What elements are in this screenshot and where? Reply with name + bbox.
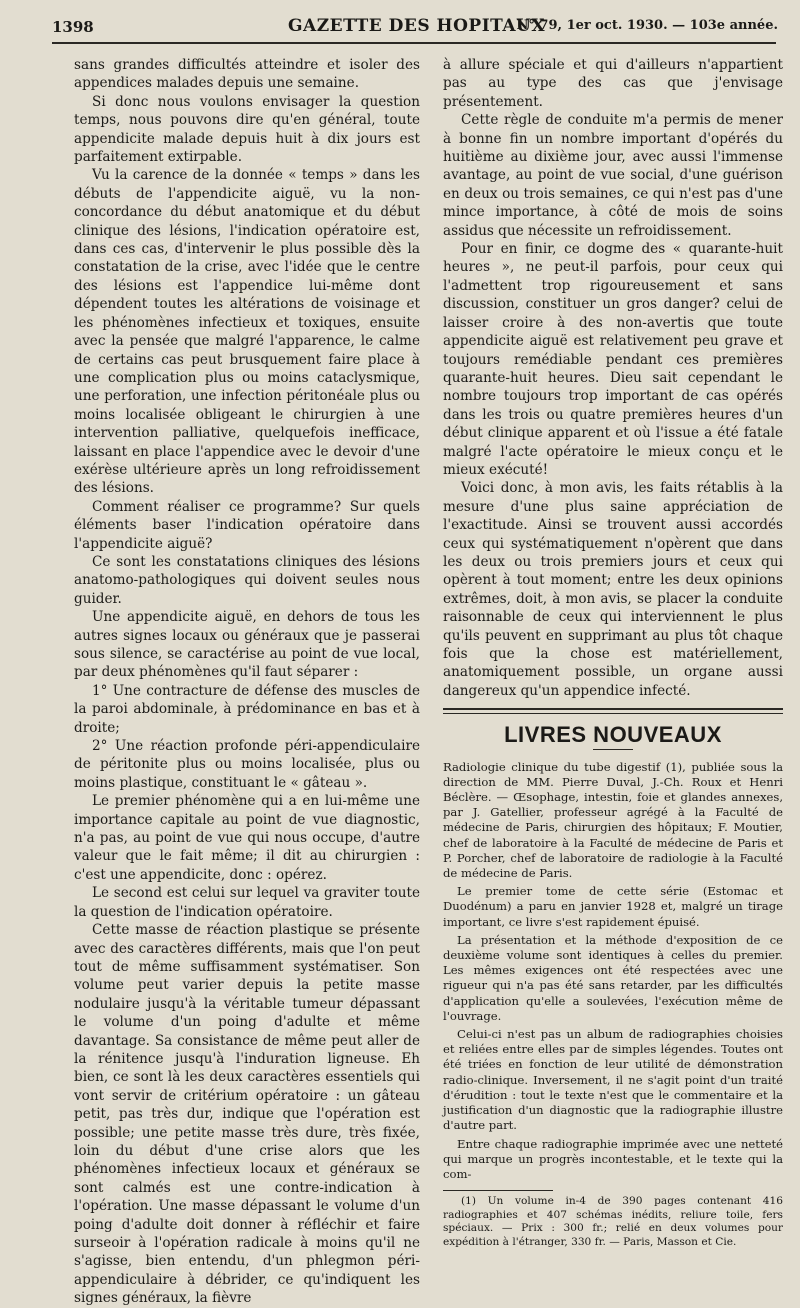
paragraph: Le premier phénomène qui a en lui-même une importance capitale au point de vue diagnostic, n'a pas, au point de vue qui nous occupe, d'autre valeur que le fait même; il dit au chirurgien : c'est une appendicite, donc : opérez. [74, 793, 420, 883]
paragraph: Cette masse de réaction plastique se présente avec des caractères différents, mais que l'on peut tout de même suffisamment systématiser. Son volume peut varier depuis la petite masse nodulaire jusqu'à la véritable tumeur dépassant le volume d'un poing d'adulte et même davantage. Sa consistance de même peut aller de la rénitence jusqu'à l'induration ligneuse. Eh bien, ce sont là les deux caractères essentiels qui vont servir de critérium opératoire : un gâteau petit, pas très dur, indique que l'opération est possible; une petite masse très dure, très fixée, loin du début d'une crise alors que les phénomènes infectieux locaux et généraux se sont calmés est une contre-indication à l'opération. Une masse dépassant le volume d'un poing d'adulte doit donner à réfléchir et faire surseoir à l'opération radicale à moins qu'il ne s'agisse, bien entendu, d'un phlegmon péri-appendiculaire à débrider, ce qu'indiquent les signes généraux, la fièvre [74, 922, 420, 1307]
footnote: (1) Un volume in-4 de 390 pages contenant 416 radiographies et 407 schémas inédits, reliure toile, fers spéciaux. — Prix : 300 fr.; relié en deux volumes pour expédition à l'étranger, 330 fr. — Paris, Masson et Cie. [443, 1195, 783, 1248]
paragraph: Une appendicite aiguë, en dehors de tous les autres signes locaux ou généraux que je passerai sous silence, se caractérise au point de vue local, par deux phénomènes qu'il faut séparer : [74, 609, 420, 681]
journal-title: GAZETTE DES HOPITAUX [288, 16, 546, 36]
list-item: 1° Une contracture de défense des muscles de la paroi abdominale, à prédominance en bas et à droite; [74, 682, 420, 736]
issue-info: N° 79, 1er oct. 1930. — 103e année. [516, 18, 778, 33]
paragraph: à allure spéciale et qui d'ailleurs n'appartient pas au type des cas que j'envisage présentement. [443, 57, 783, 110]
review-paragraph: La présentation et la méthode d'exposition de ce deuxième volume sont identiques à celles du premier. Les mêmes exigences ont été respectées avec une rigueur qui n'a pas été sans retarder, par les difficultés d'application qu'elle a soulevées, l'exécution même de l'ouvrage. [443, 932, 783, 1023]
paragraph: Ce sont les constatations cliniques des lésions anatomo-pathologiques qui doivent seules nous guider. [74, 553, 420, 607]
left-column [74, 56, 420, 1308]
page-header [52, 18, 778, 42]
title-rule [593, 749, 633, 750]
paragraph: Pour en finir, ce dogme des « quarante-huit heures », ne peut-il parfois, pour ceux qui l'admettent trop rigoureusement et sans discussion, constituer un gros danger? celui de laisser croire à des non-avertis que toute appendicite aiguë est relativement peu grave et toujours remédiable pendant ces premières quarante-huit heures. Dieu sait cependant le nombre toujours trop important de cas opérés dans les trois ou quatre premières heures d'un début clinique apparent et où l'issue a été fatale malgré l'acte opératoire le mieux conçu et le mieux exécuté! [443, 241, 783, 478]
review-paragraph: Le premier tome de cette série (Estomac et Duodénum) a paru en janvier 1928 et, malgré un tirage important, ce livre s'est rapidement épuisé. [443, 884, 783, 929]
paragraph: Le second est celui sur lequel va graviter toute la question de l'indication opératoire. [74, 885, 420, 920]
header-rule [52, 42, 776, 44]
paragraph: Cette règle de conduite m'a permis de mener à bonne fin un nombre important d'opérés du huitième au dixième jour, avec aussi l'immense avantage, au point de vue social, d'une guérison en deux ou trois semaines, ce qui n'est pas d'une mince importance, à côté de mois de soins assidus que nécessite un refroidissement. [443, 112, 783, 239]
right-column [443, 56, 783, 1249]
book-review [443, 760, 783, 1182]
review-paragraph: Radiologie clinique du tube digestif (1), publiée sous la direction de MM. Pierre Duval, J.-Ch. Roux et Henri Béclère. — Œsophage, intestin, foie et glandes annexes, par J. Gatellier, professeur agrégé à la Faculté de médecine de Paris, chirurgien des hôpitaux; F. Moutier, chef de laboratoire à la Faculté de médecine de Paris et P. Porcher, chef de laboratoire de radiologie à la Faculté de médecine de Paris. [443, 759, 783, 881]
section-separator [443, 708, 783, 710]
footnote-rule [443, 1190, 553, 1191]
paragraph: Si donc nous voulons envisager la question temps, nous pouvons dire qu'en général, toute appendicite malade depuis huit à dix jours est parfaitement extirpable. [74, 93, 420, 166]
paragraph: Vu la carence de la donnée « temps » dans les débuts de l'appendicite aiguë, vu la non-concordance du début anatomique et du début clinique des lésions, l'indication opératoire est, dans ces cas, d'intervenir le plus possible dès la constatation de la crise, avec l'idée que le centre des lésions est l'appendice lui-même dont dépendent toutes les altérations de voisinage et les phénomènes infectieux et toxiques, ensuite avec la pensée que malgré l'apparence, le calme de certains cas peut brusquement faire place à une complication plus ou moins cataclysmique, une perforation, une infection péritonéale plus ou moins localisée obligeant le chirurgien à une intervention palliative, quelquefois inefficace, laissant en place l'appendice avec le devoir d'une exérèse ultérieure après un long refroidissement des lésions. [74, 167, 420, 497]
paragraph: Comment réaliser ce programme? Sur quels éléments baser l'indication opératoire dans l'appendicite aiguë? [74, 498, 420, 552]
section-title: LIVRES NOUVEAUX [504, 722, 722, 748]
review-paragraph: Entre chaque radiographie imprimée avec une netteté qui marque un progrès incontestable, et le texte qui la com- [443, 1136, 783, 1181]
list-item: 2° Une réaction profonde péri-appendiculaire de péritonite plus ou moins localisée, plus ou moins plastique, constituant le « gâteau ». [74, 738, 420, 791]
review-paragraph: Celui-ci n'est pas un album de radiographies choisies et reliées entre elles par de simples légendes. Toutes ont été triées en fonction de leur utilité de démonstration radio-clinique. Inversement, il ne s'agit point d'un traité d'érudition : tout le texte n'est que le commentaire et la justification d'un diagnostic que la radiographie illustre d'autre part. [443, 1027, 783, 1133]
section-separator-thin [443, 713, 783, 714]
paragraph: sans grandes difficultés atteindre et isoler des appendices malades depuis une semaine. [74, 57, 420, 92]
paragraph: Voici donc, à mon avis, les faits rétablis à la mesure d'une plus saine appréciation de l'exactitude. Ainsi se trouvent aussi accordés ceux qui systématiquement n'opèrent que dans les deux ou trois premiers jours et ceux qui opèrent à tout moment; entre les deux opinions extrêmes, doit, à mon avis, se placer la conduite raisonnable de ceux qui interviennent le plus qu'ils peuvent en supprimant au plus tôt chaque fois que la chose est matériellement, anatomiquement possible, un organe aussi dangereux qu'un appendice infecté. [443, 480, 783, 699]
page-number: 1398 [52, 18, 94, 36]
